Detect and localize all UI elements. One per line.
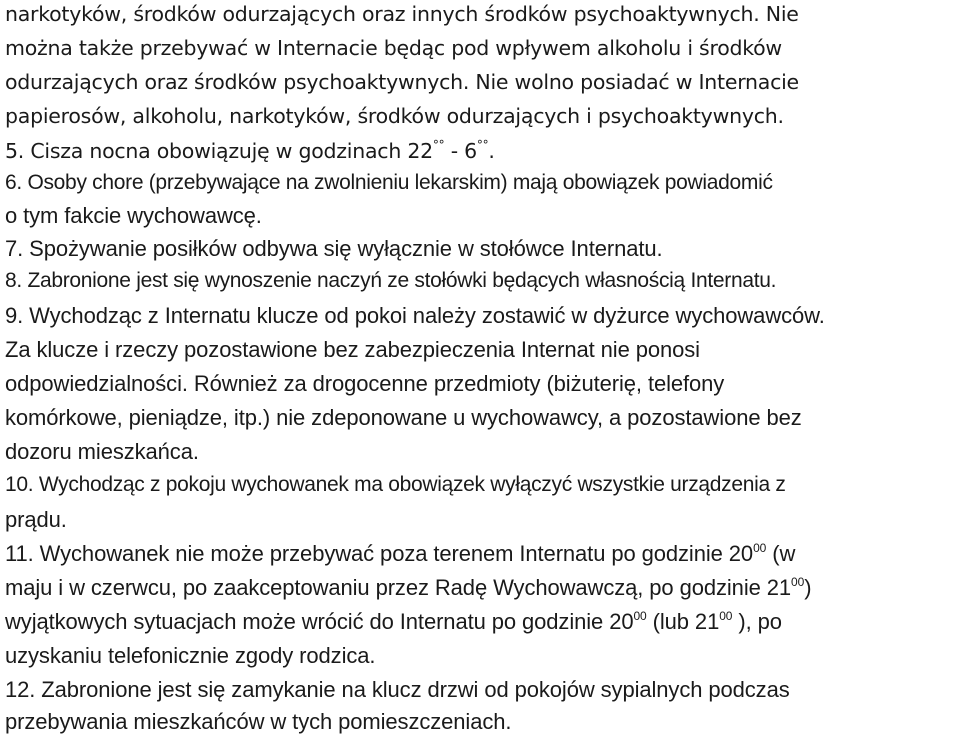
rule-11-line-1 — [5, 541, 795, 567]
rule-11-line-3 — [5, 609, 782, 635]
degree-mark: °° — [432, 138, 445, 152]
text-line: 12. Zabronione jest się zamykanie na klucz drzwi od pokojów sypialnych podczas — [5, 677, 790, 702]
superscript: 00 — [753, 541, 767, 555]
text-line: 10. Wychodząc z pokoju wychowanek ma obowiązek wyłączyć wszystkie urządzenia z — [5, 473, 786, 496]
text-line: 6. Osoby chore (przebywające na zwolnieniu lekarskim) mają obowiązek powiadomić — [5, 171, 773, 194]
superscript: 00 — [633, 609, 647, 623]
text-line: 9. Wychodząc z Internatu klucze od pokoi należy zostawić w dyżurce wychowawców. — [5, 303, 825, 328]
text-line: 8. Zabronione jest się wynoszenie naczyń ze stołówki będących własnością Internatu. — [5, 269, 777, 292]
rule-11-text-tail: ), po — [732, 609, 782, 634]
rule-11-line-2 — [5, 575, 811, 601]
rule-5-mid: - 6 — [444, 139, 477, 163]
text-line: 7. Spożywanie posiłków odbywa się wyłącznie w stołówce Internatu. — [5, 236, 663, 261]
superscript: 00 — [791, 575, 805, 589]
text-line: papierosów, alkoholu, narkotyków, środków odurzających i psychoaktywnych. — [5, 104, 784, 128]
text-line: odpowiedzialności. Również za drogocenne przedmioty (biżuterię, telefony — [5, 371, 725, 396]
text-line: można także przebywać w Internacie będąc pod wpływem alkoholu i środków — [5, 36, 782, 60]
text-line: narkotyków, środków odurzających oraz innych środków psychoaktywnych. Nie — [5, 2, 799, 26]
rule-5-end: . — [488, 139, 495, 163]
text-line: komórkowe, pieniądze, itp.) nie zdeponowane u wychowawcy, a pozostawione bez — [5, 405, 802, 430]
text-line: odurzających oraz środków psychoaktywnych. Nie wolno posiadać w Internacie — [5, 70, 799, 94]
text-line: przebywania mieszkańców w tych pomieszczeniach. — [5, 709, 512, 734]
rule-11-text: wyjątkowych sytuacjach może wrócić do Internatu po godzinie 20 — [5, 609, 634, 634]
text-line: dozoru mieszkańca. — [5, 439, 199, 464]
rule-11-text: 11. Wychowanek nie może przebywać poza terenem Internatu po godzinie 20 — [5, 541, 754, 566]
text-line: o tym fakcie wychowawcę. — [5, 203, 262, 228]
rule-11-text: maju i w czerwcu, po zaakceptowaniu przez Radę Wychowawczą, po godzinie 21 — [5, 575, 792, 600]
rule-5-line — [5, 138, 495, 163]
text-line: prądu. — [5, 507, 67, 532]
degree-mark: °° — [476, 138, 489, 152]
text-line: uzyskaniu telefonicznie zgody rodzica. — [5, 643, 376, 668]
rule-11-text-tail: (w — [766, 541, 796, 566]
rule-11-text-mid: (lub 21 — [646, 609, 720, 634]
rule-11-text-tail: ) — [804, 575, 812, 600]
superscript: 00 — [719, 609, 733, 623]
text-line: Za klucze i rzeczy pozostawione bez zabezpieczenia Internat nie ponosi — [5, 337, 700, 362]
rule-5-text: 5. Cisza nocna obowiązuję w godzinach 22 — [5, 139, 433, 163]
